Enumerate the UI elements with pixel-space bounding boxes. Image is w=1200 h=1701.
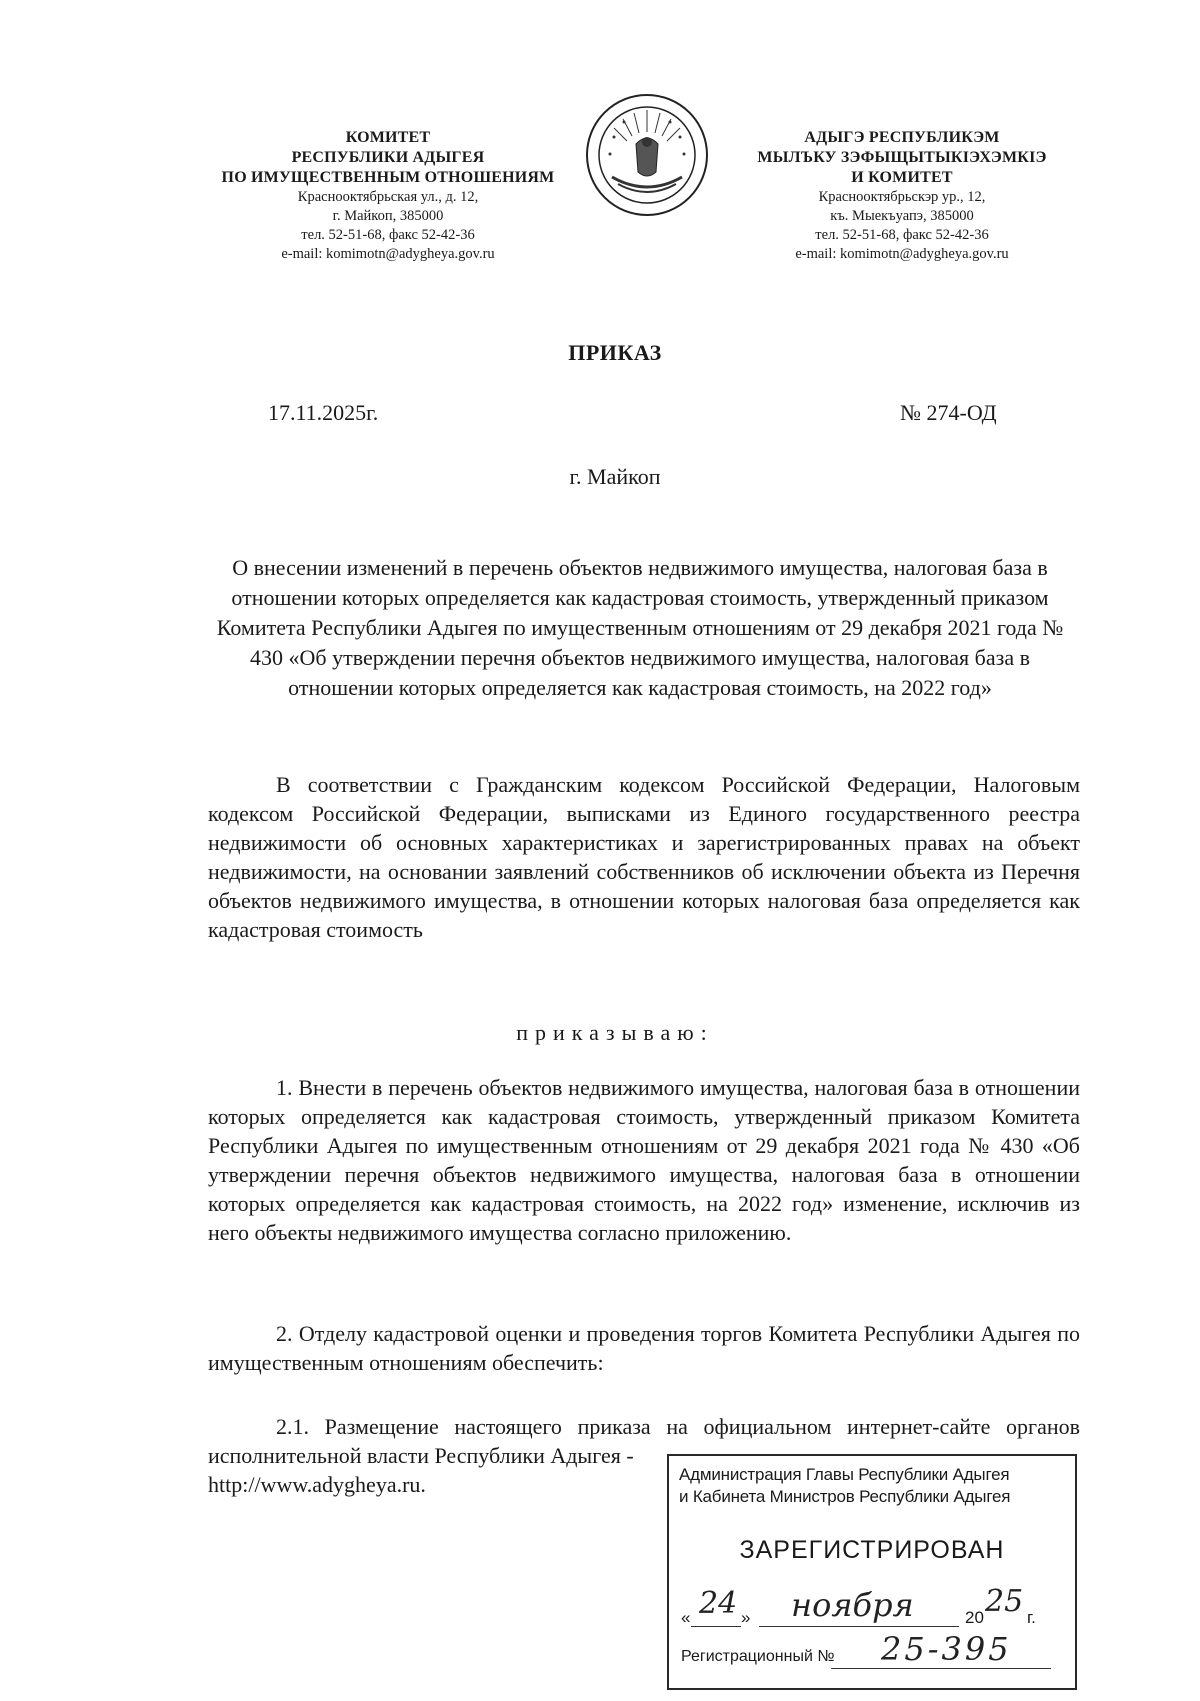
email-ru: e-mail: komimotn@adygheya.gov.ru [281,246,495,262]
stamp-quote-open: « [681,1608,691,1627]
stamp-month: ноября [791,1586,914,1624]
org-name-ady-line3: И КОМИТЕТ [851,169,953,186]
item-2-1-text: 2.1. Размещение настоящего приказа на официальном интернет-сайте органов исполнительной власти Республики Адыгея - [208,1414,1080,1468]
org-name-ady-line2: МЫЛЪКУ ЗЭФЫЩЫТЫКІЭХЭМКІЭ [757,149,1047,166]
document-title: ПРИКАЗ [568,340,662,365]
item-1-paragraph: 1. Внести в перечень объектов недвижимого имущества, налоговая база в отношении которых определяется как кадастровая стоимость, утвержденный приказом Комитета Республики Адыгея по имущественным отношениям от 29 декабря 2021 года № 430 «Об утверждении перечня объектов недвижимого имущества, налоговая база в отношении которых определяется как кадастровая стоимость, на 2022 год» изменение, исключив из него объекты недвижимого имущества согласно приложению. [208,1075,1080,1245]
stamp-authority-line2: и Кабинета Министров Республики Адыгея [679,1487,1011,1506]
website-link[interactable]: http://www.adygheya.ru. [208,1472,426,1497]
item-2-paragraph: 2. Отделу кадастровой оценки и проведения торгов Комитета Республики Адыгея по имущественным отношениям обеспечить: [208,1321,1080,1375]
stamp-year-unit: г. [1027,1608,1036,1627]
phone-ru: тел. 52-51-68, факс 52-42-36 [301,227,475,243]
header-left [178,128,598,264]
order-word: приказываю: [516,1020,714,1045]
stamp-day: 24 [699,1586,738,1621]
org-name-ru-line2: РЕСПУБЛИКИ АДЫГЕЯ [291,149,485,166]
stamp-registered-label: ЗАРЕГИСТРИРОВАН [739,1536,1005,1564]
document-date: 17.11.2025г. [268,400,379,425]
document-city: г. Майкоп [569,464,661,489]
stamp-reg-label: Регистрационный № [681,1648,835,1665]
stamp-date-row [681,1586,1065,1634]
stamp-reg-row [681,1630,1065,1668]
preamble-paragraph: В соответствии с Гражданским кодексом Российской Федерации, Налоговым кодексом Российской Федерации, выписками из Единого государственного реестра недвижимости об основных характеристиках и зарегистрированных правах на объект недвижимости, на основании заявлений собственников об исключении объекта из Перечня объектов недвижимого имущества, в отношении которых налоговая база определяется как кадастровая стоимость [208,772,1080,942]
address-ru-city: г. Майкоп, 385000 [332,208,444,224]
stamp-header [679,1464,1010,1508]
org-name-ady-line1: АДЫГЭ РЕСПУБЛИКЭМ [804,129,1000,146]
stamp-year-suffix: 25 [985,1584,1024,1619]
address-ady-city: къ. Мыекъуапэ, 385000 [830,208,974,224]
address-ru-street: Краснооктябрьская ул., д. 12, [297,189,479,205]
document-subject: О внесении изменений в перечень объектов недвижимого имущества, налоговая база в отношении которых определяется как кадастровая стоимость, утвержденный приказом Комитета Республики Адыгея по имущественным отношениям от 29 декабря 2021 года № 430 «Об утверждении перечня объектов недвижимого имущества, налоговая база в отношении которых определяется как кадастровая стоимость, на 2022 год» [216,555,1064,700]
phone-ady: тел. 52-51-68, факс 52-42-36 [815,227,989,243]
registration-stamp [667,1454,1077,1690]
header-right [712,128,1092,264]
email-ady: e-mail: komimotn@adygheya.gov.ru [795,246,1009,262]
stamp-reg-number: 25-395 [881,1630,1012,1668]
stamp-authority-line1: Администрация Главы Республики Адыгея [679,1465,1010,1484]
stamp-quote-close: » [741,1608,751,1627]
stamp-year-prefix: 20 [965,1608,984,1627]
address-ady-street: Краснооктябрьскэр ур., 12, [818,189,986,205]
document-number: № 274-ОД [900,400,997,425]
org-name-ru-line3: ПО ИМУЩЕСТВЕННЫМ ОТНОШЕНИЯМ [221,169,555,186]
coat-of-arms-icon [584,92,710,218]
org-name-ru-line1: КОМИТЕТ [345,129,431,146]
